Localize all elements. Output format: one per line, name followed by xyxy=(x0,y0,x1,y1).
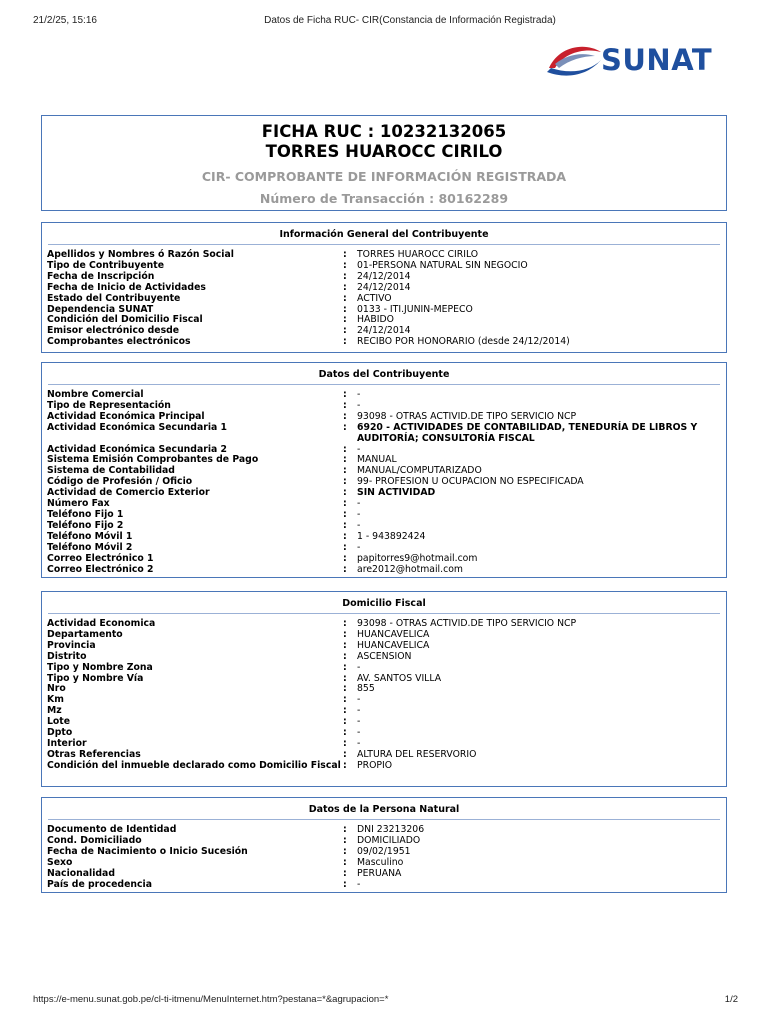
field-row xyxy=(47,717,720,728)
field-row xyxy=(47,283,720,294)
field-value: AV. SANTOS VILLA xyxy=(357,672,442,684)
field-row xyxy=(47,695,720,706)
field-separator: : xyxy=(343,399,347,411)
field-row xyxy=(47,488,720,499)
field-label: Actividad Economica xyxy=(47,618,156,629)
field-label: Teléfono Móvil 1 xyxy=(47,530,133,542)
field-separator: : xyxy=(343,737,347,749)
field-separator: : xyxy=(343,628,347,640)
field-value: DOMICILIADO xyxy=(357,834,421,846)
field-value: RECIBO POR HONORARIO (desde 24/12/2014) xyxy=(357,336,570,348)
field-separator: : xyxy=(343,618,347,629)
field-separator: : xyxy=(343,563,347,575)
field-label: Correo Electrónico 2 xyxy=(47,563,154,575)
field-value: - xyxy=(357,737,361,749)
field-value: - xyxy=(357,399,361,411)
field-separator: : xyxy=(343,759,347,771)
field-value: Masculino xyxy=(357,856,404,868)
field-label: Tipo de Representación xyxy=(47,399,171,411)
field-value: are2012@hotmail.com xyxy=(357,563,463,575)
field-label: Interior xyxy=(47,737,87,749)
field-label: Documento de Identidad xyxy=(47,824,177,835)
field-label: Emisor electrónico desde xyxy=(47,325,180,337)
field-value: PERUANA xyxy=(357,867,402,879)
field-label: País de procedencia xyxy=(47,878,152,890)
print-datetime: 21/2/25, 15:16 xyxy=(33,15,97,26)
field-separator: : xyxy=(343,259,347,271)
field-value: 24/12/2014 xyxy=(357,325,411,337)
field-separator: : xyxy=(343,845,347,857)
field-separator: : xyxy=(343,410,347,422)
field-label: Nro xyxy=(47,683,66,695)
ficha-ruc-title: FICHA RUC : 10232132065 xyxy=(261,122,507,141)
field-separator: : xyxy=(343,487,347,499)
field-separator: : xyxy=(343,519,347,531)
field-separator: : xyxy=(343,748,347,760)
field-label: Provincia xyxy=(47,639,96,651)
field-row xyxy=(47,510,720,521)
field-value: - xyxy=(357,498,361,510)
field-value: - xyxy=(357,716,361,728)
taxpayer-name: TORRES HUAROCC CIRILO xyxy=(265,142,503,161)
field-separator: : xyxy=(343,325,347,337)
field-row xyxy=(47,543,720,554)
field-label: Sistema de Contabilidad xyxy=(47,465,175,477)
field-value: HUANCAVELICA xyxy=(357,628,430,640)
field-row xyxy=(47,337,720,348)
page-number: 1/2 xyxy=(724,994,738,1005)
field-value: ASCENSION xyxy=(357,650,412,662)
field-label: Número Fax xyxy=(47,498,110,510)
field-separator: : xyxy=(343,856,347,868)
cir-subtitle: CIR- COMPROBANTE DE INFORMACIÓN REGISTRADA xyxy=(201,169,567,184)
field-row xyxy=(47,869,720,880)
field-label: Departamento xyxy=(47,628,123,640)
field-separator: : xyxy=(343,672,347,684)
field-label: Actividad Económica Principal xyxy=(47,410,205,422)
field-value: ACTIVO xyxy=(357,292,392,304)
field-label: Otras Referencias xyxy=(47,748,141,760)
field-value: - xyxy=(357,508,361,520)
field-row xyxy=(47,294,720,305)
field-separator: : xyxy=(343,834,347,846)
field-value: 0133 - ITI.JUNIN-MEPECO xyxy=(357,303,473,315)
field-value: 93098 - OTRAS ACTIVID.DE TIPO SERVICIO NCP xyxy=(357,410,577,422)
field-separator: : xyxy=(343,270,347,282)
field-separator: : xyxy=(343,716,347,728)
field-row xyxy=(47,880,720,891)
field-label: Actividad Económica Secundaria 1 xyxy=(47,421,227,433)
section-informacion-general xyxy=(41,222,727,353)
field-row xyxy=(47,684,720,695)
field-row xyxy=(47,554,720,565)
field-row xyxy=(47,761,720,772)
field-label: Tipo de Contribuyente xyxy=(47,259,165,271)
field-value: TORRES HUAROCC CIRILO xyxy=(357,249,479,260)
sunat-logo xyxy=(545,38,725,84)
field-separator: : xyxy=(343,303,347,315)
field-value: 01-PERSONA NATURAL SIN NEGOCIO xyxy=(357,259,528,271)
field-value: HUANCAVELICA xyxy=(357,639,430,651)
field-row xyxy=(47,532,720,543)
print-header xyxy=(0,15,768,31)
field-row xyxy=(47,663,720,674)
field-row xyxy=(47,565,720,576)
field-label: Teléfono Fijo 2 xyxy=(47,519,124,531)
field-value: HABIDO xyxy=(357,314,394,326)
field-separator: : xyxy=(343,650,347,662)
field-separator: : xyxy=(343,694,347,706)
field-separator: : xyxy=(343,443,347,455)
field-value: - xyxy=(357,705,361,717)
field-label: Fecha de Nacimiento o Inicio Sucesión xyxy=(47,845,248,857)
field-value: - xyxy=(357,541,361,553)
field-label: Tipo y Nombre Vía xyxy=(47,672,144,684)
field-separator: : xyxy=(343,552,347,564)
field-label: Condición del Domicilio Fiscal xyxy=(47,314,203,326)
field-label: Fecha de Inicio de Actividades xyxy=(47,281,206,293)
field-label: Teléfono Fijo 1 xyxy=(47,508,124,520)
field-label: Sexo xyxy=(47,856,73,868)
field-separator: : xyxy=(343,389,347,400)
field-separator: : xyxy=(343,867,347,879)
field-label: Fecha de Inscripción xyxy=(47,270,155,282)
field-separator: : xyxy=(343,421,347,433)
section-domicilio-fiscal xyxy=(41,591,727,787)
field-label: Nacionalidad xyxy=(47,867,115,879)
field-separator: : xyxy=(343,465,347,477)
field-value: 93098 - OTRAS ACTIVID.DE TIPO SERVICIO NCP xyxy=(357,618,577,629)
section-title: Datos de la Persona Natural xyxy=(48,803,720,820)
field-row xyxy=(47,423,720,445)
field-value: 24/12/2014 xyxy=(357,281,411,293)
field-label: Mz xyxy=(47,705,62,717)
field-value: - xyxy=(357,519,361,531)
field-label: Nombre Comercial xyxy=(47,389,144,400)
ficha-header xyxy=(41,115,727,211)
field-label: Sistema Emisión Comprobantes de Pago xyxy=(47,454,259,466)
sunat-wordmark: SUNAT xyxy=(601,43,713,77)
field-value: 855 xyxy=(357,683,375,695)
field-label: Comprobantes electrónicos xyxy=(47,336,191,348)
field-separator: : xyxy=(343,292,347,304)
field-label: Correo Electrónico 1 xyxy=(47,552,154,564)
field-separator: : xyxy=(343,530,347,542)
field-row xyxy=(47,674,720,685)
field-separator: : xyxy=(343,541,347,553)
field-separator: : xyxy=(343,824,347,835)
field-label: Cond. Domiciliado xyxy=(47,834,142,846)
field-separator: : xyxy=(343,336,347,348)
field-label: Apellidos y Nombres ó Razón Social xyxy=(47,249,234,260)
field-value: 6920 - ACTIVIDADES DE CONTABILIDAD, TENEDURÍA DE LIBROS Y AUDITORÍA; CONSULTORÍA FISCAL xyxy=(357,421,698,444)
section-title: Datos del Contribuyente xyxy=(48,368,720,385)
field-value: - xyxy=(357,878,361,890)
field-row xyxy=(47,728,720,739)
field-separator: : xyxy=(343,454,347,466)
field-value: 1 - 943892424 xyxy=(357,530,426,542)
field-value: - xyxy=(357,661,361,673)
field-value: DNI 23213206 xyxy=(357,824,425,835)
field-label: Lote xyxy=(47,716,71,728)
field-value: 24/12/2014 xyxy=(357,270,411,282)
field-value: MANUAL xyxy=(357,454,397,466)
field-separator: : xyxy=(343,498,347,510)
field-row xyxy=(47,652,720,663)
field-value: - xyxy=(357,443,361,455)
field-value: 99- PROFESION U OCUPACION NO ESPECIFICADA xyxy=(357,476,584,488)
field-label: Código de Profesión / Oficio xyxy=(47,476,193,488)
sunat-swoosh-icon xyxy=(545,38,605,84)
field-separator: : xyxy=(343,508,347,520)
field-label: Teléfono Móvil 2 xyxy=(47,541,133,553)
field-label: Dependencia SUNAT xyxy=(47,303,154,315)
field-separator: : xyxy=(343,476,347,488)
field-row xyxy=(47,858,720,869)
field-separator: : xyxy=(343,683,347,695)
field-value: - xyxy=(357,389,361,400)
field-label: Condición del inmueble declarado como Domicilio Fiscal xyxy=(47,759,341,771)
print-url: https://e-menu.sunat.gob.pe/cl-ti-itmenu/MenuInternet.htm?pestana=*&agrupacion=* xyxy=(33,994,389,1005)
field-separator: : xyxy=(343,727,347,739)
field-separator: : xyxy=(343,705,347,717)
field-value: - xyxy=(357,694,361,706)
field-separator: : xyxy=(343,281,347,293)
field-value: papitorres9@hotmail.com xyxy=(357,552,478,564)
field-label: Km xyxy=(47,694,64,706)
section-persona-natural xyxy=(41,797,727,893)
field-value: MANUAL/COMPUTARIZADO xyxy=(357,465,482,477)
field-value: ALTURA DEL RESERVORIO xyxy=(357,748,477,760)
field-row xyxy=(47,499,720,510)
field-value: PROPIO xyxy=(357,759,393,771)
field-separator: : xyxy=(343,878,347,890)
section-title: Información General del Contribuyente xyxy=(48,228,720,245)
field-value: - xyxy=(357,727,361,739)
transaction-number: Número de Transacción : 80162289 xyxy=(259,191,509,206)
field-label: Tipo y Nombre Zona xyxy=(47,661,153,673)
field-separator: : xyxy=(343,661,347,673)
field-label: Distrito xyxy=(47,650,87,662)
print-page-title: Datos de Ficha RUC- CIR(Constancia de Información Registrada) xyxy=(264,15,556,26)
field-label: Actividad de Comercio Exterior xyxy=(47,487,210,499)
field-value: SIN ACTIVIDAD xyxy=(357,487,436,499)
field-label: Estado del Contribuyente xyxy=(47,292,181,304)
field-separator: : xyxy=(343,314,347,326)
section-title: Domicilio Fiscal xyxy=(48,597,720,614)
field-label: Actividad Económica Secundaria 2 xyxy=(47,443,227,455)
section-datos-contribuyente xyxy=(41,362,727,578)
field-row xyxy=(47,706,720,717)
field-separator: : xyxy=(343,639,347,651)
field-separator: : xyxy=(343,249,347,260)
field-label: Dpto xyxy=(47,727,73,739)
field-value: 09/02/1951 xyxy=(357,845,411,857)
